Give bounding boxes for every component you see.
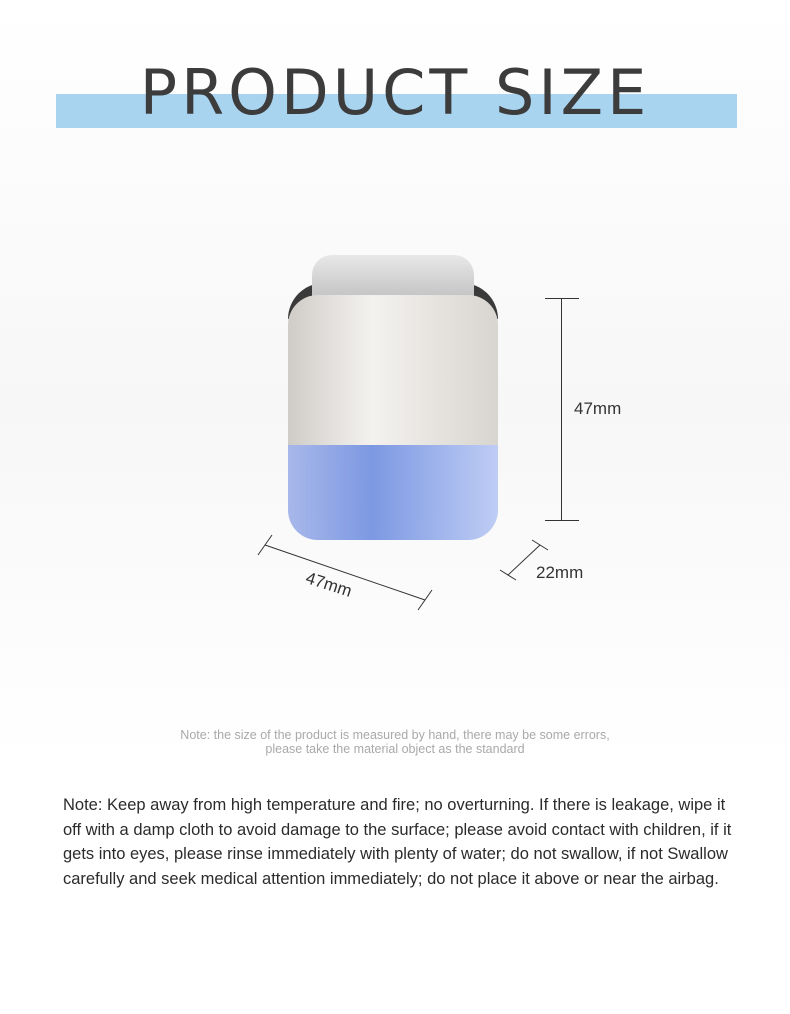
- depth-label: 22mm: [536, 563, 584, 582]
- width-label: 47mm: [303, 568, 355, 601]
- product-body: [288, 295, 498, 445]
- height-tick-top: [545, 298, 579, 299]
- height-dimension-line: [561, 298, 562, 520]
- product-tank: [288, 445, 498, 540]
- dimension-lines: [250, 530, 560, 620]
- page-title: PRODUCT SIZE: [139, 56, 651, 129]
- measurement-note-line-1: Note: the size of the product is measured by hand, there may be some errors,: [180, 728, 610, 742]
- height-tick-bottom: [545, 520, 579, 521]
- measurement-note-line-2: please take the material object as the standard: [265, 742, 525, 756]
- height-label: 47mm: [574, 399, 622, 418]
- measurement-note: [0, 728, 790, 756]
- safety-note: Note: Keep away from high temperature and fire; no overturning. If there is leakage, wipe it off with a damp cloth to avoid damage to the surface; please avoid contact with children, if it gets into eyes, please rinse immediately with plenty of water; do not swallow, if not Swallow carefully and seek medical attention immediately; do not place it above or near the airbag.: [63, 796, 732, 888]
- product-image: [288, 255, 498, 545]
